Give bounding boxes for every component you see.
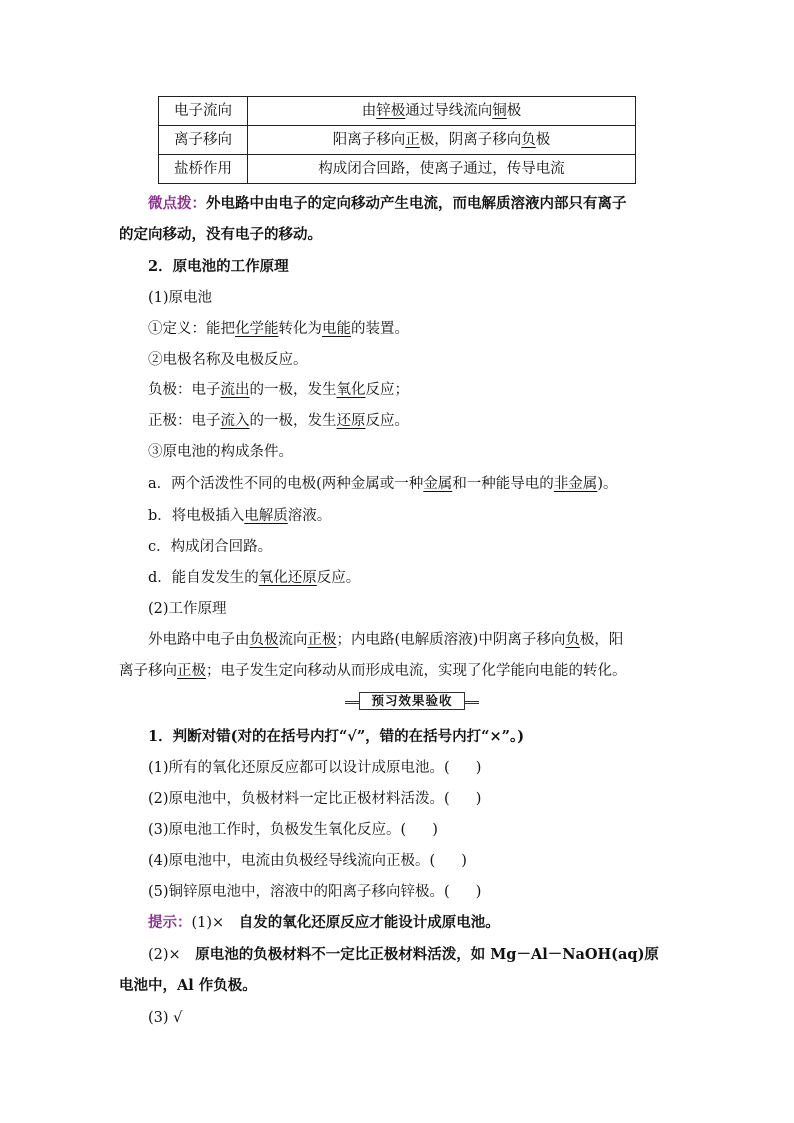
table-row — [159, 97, 636, 126]
definition-line: ①定义：能把化学能转化为电能的装置。 — [148, 321, 409, 337]
table-key: 盐桥作用 — [159, 155, 248, 184]
section-title: 预习效果验收 — [359, 692, 465, 710]
condition-d: d．能自发发生的氧化还原反应。 — [148, 570, 361, 586]
electrode-title: ②电极名称及电极反应。 — [148, 352, 308, 368]
hint-line-3: 电池中，Al 作负极。 — [119, 977, 257, 994]
banner-rule-right — [465, 701, 479, 704]
table-key: 离子移向 — [159, 126, 248, 155]
section-2-title: 2．原电池的工作原理 — [148, 258, 289, 275]
table-row — [159, 155, 636, 184]
table-value: 构成闭合回路，使离子通过，传导电流 — [248, 155, 636, 184]
list-item: (2)原电池中，负极材料一定比正极材料活泼。( ) — [148, 791, 482, 807]
positive-line: 正极：电子流入的一极，发生还原反应。 — [148, 413, 409, 429]
table-key: 电子流向 — [159, 97, 248, 126]
tip-line-1: 微点拨：外电路中由电子的定向移动产生电流，而电解质溶液内部只有离子 — [148, 195, 627, 212]
table-row — [159, 126, 636, 155]
negative-line: 负极：电子流出的一极，发生氧化反应； — [148, 382, 409, 398]
question-1-title: 1．判断对错(对的在括号内打“√”，错的在括号内打“×”。) — [148, 728, 525, 745]
tip-line-2: 的定向移动，没有电子的移动。 — [119, 226, 322, 243]
condition-a: a．两个活泼性不同的电极(两种金属或一种金属和一种能导电的非金属)。 — [148, 476, 618, 492]
properties-table — [158, 96, 636, 184]
working-principle-line-1: 外电路中电子由负极流向正极；内电路(电解质溶液)中阴离子移向负极，阳 — [148, 632, 624, 648]
section-banner — [345, 692, 479, 710]
hint-line-1: 提示：(1)× 自发的氧化还原反应才能设计成原电池。 — [148, 914, 500, 931]
working-principle-line-2: 离子移向正极；电子发生定向移动从而形成电流，实现了化学能向电能的转化。 — [119, 663, 627, 679]
condition-c: c．构成闭合回路。 — [148, 539, 273, 555]
conditions-title: ③原电池的构成条件。 — [148, 444, 293, 460]
list-item: (4)原电池中，电流由负极经导线流向正极。( ) — [148, 853, 467, 869]
list-item: (3)原电池工作时，负极发生氧化反应。( ) — [148, 822, 438, 838]
banner-rule-left — [345, 701, 359, 704]
hint-line-4: (3) √ — [148, 1010, 183, 1026]
condition-b: b．将电极插入电解质溶液。 — [148, 508, 332, 524]
list-item: (1)所有的氧化还原反应都可以设计成原电池。( ) — [148, 760, 482, 776]
table-value: 阳离子移向正极，阴离子移向负极 — [248, 126, 636, 155]
subsection-2-title: (2)工作原理 — [148, 601, 227, 617]
hint-line-2: (2)× 原电池的负极材料不一定比正极材料活泼，如 Mg－Al－NaOH(aq)原 — [148, 946, 659, 963]
list-item: (5)铜锌原电池中，溶液中的阳离子移向锌极。( ) — [148, 884, 482, 900]
table-value: 由锌极通过导线流向铜极 — [248, 97, 636, 126]
subsection-title: (1)原电池 — [148, 290, 213, 306]
